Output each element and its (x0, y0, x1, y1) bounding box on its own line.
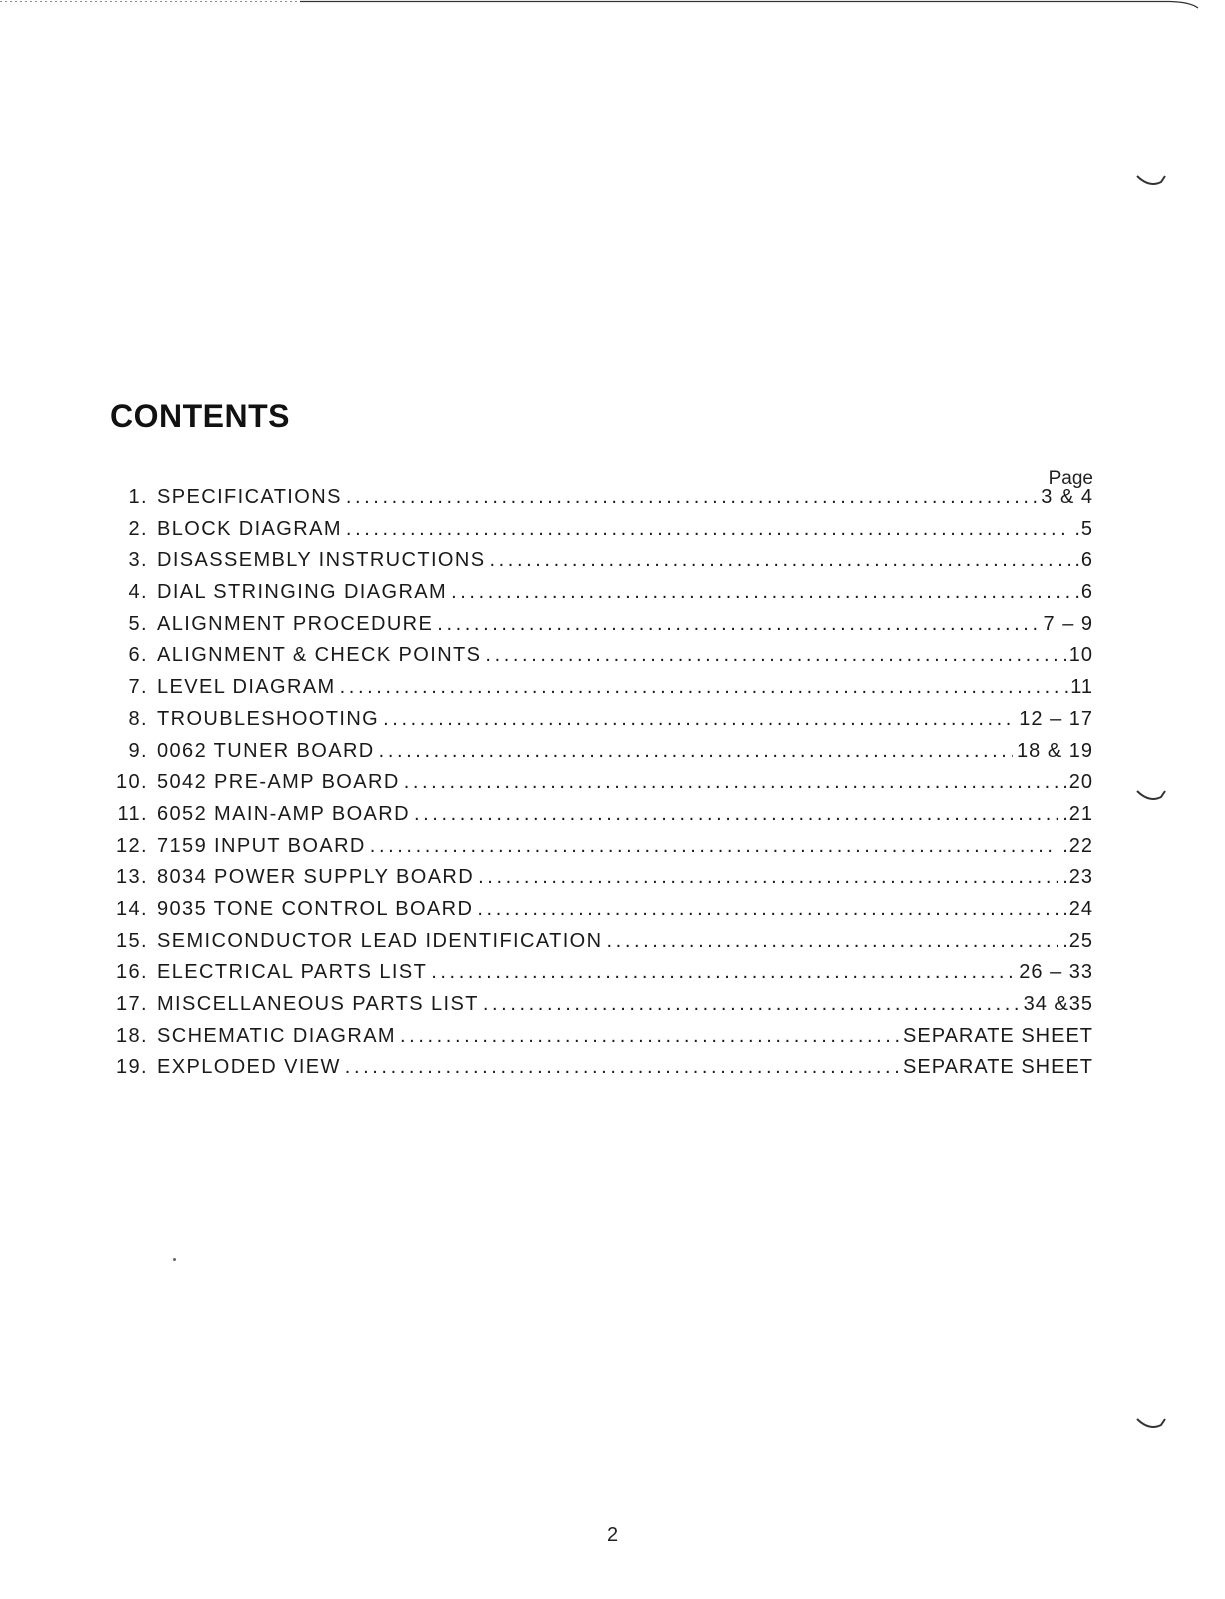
toc-dot-leader (451, 581, 1070, 604)
toc-dot-leader (379, 740, 1013, 763)
toc-entry (108, 1025, 1093, 1057)
toc-entry-page: 34 &35 (1023, 993, 1093, 1015)
toc-entry (108, 549, 1093, 581)
toc-dot-leader (437, 613, 1039, 636)
toc-entry (108, 961, 1093, 993)
toc-entry-page: SEPARATE SHEET (903, 1024, 1093, 1047)
toc-entry-number: 3. (128, 549, 148, 572)
toc-entry-title: DISASSEMBLY INSTRUCTIONS (157, 549, 486, 572)
toc-entry-title: TROUBLESHOOTING (157, 707, 380, 730)
toc-entry (108, 676, 1093, 708)
toc-entry-number: 13. (115, 866, 148, 889)
toc-entry (108, 803, 1093, 835)
toc-dot-leader (485, 644, 1058, 667)
toc-dot-leader (346, 518, 1070, 541)
toc-entry (108, 835, 1093, 867)
binder-hole-mark-icon (1135, 787, 1175, 807)
page-column-header: Page (1048, 468, 1093, 489)
toc-entry-number: 12. (115, 834, 148, 857)
toc-entry-number: 19. (115, 1056, 148, 1079)
table-of-contents (108, 486, 1093, 1088)
toc-dot-leader (483, 993, 1020, 1016)
toc-entry-number: 11. (117, 802, 148, 825)
toc-entry-title: ELECTRICAL PARTS LIST (157, 961, 428, 984)
toc-entry-number: 18. (115, 1024, 148, 1047)
toc-entry-page: .20 (1062, 771, 1093, 794)
toc-entry-title: 9035 TONE CONTROL BOARD (157, 897, 474, 920)
toc-entry-number: 15. (115, 929, 148, 952)
toc-entry-title: SCHEMATIC DIAGRAM (157, 1024, 396, 1047)
binder-hole-mark-icon (1135, 172, 1175, 192)
toc-entry-number: 7. (128, 676, 148, 699)
toc-entry-title: SEMICONDUCTOR LEAD IDENTIFICATION (157, 929, 603, 952)
toc-dot-leader (346, 486, 1037, 509)
toc-dot-leader (477, 898, 1058, 921)
toc-entry-page: .25 (1062, 929, 1093, 952)
toc-dot-leader (404, 771, 1058, 794)
toc-dot-leader (345, 1056, 899, 1079)
toc-entry-page: .11 (1063, 676, 1093, 699)
toc-entry-number: 17. (115, 993, 148, 1015)
toc-entry (108, 740, 1093, 772)
toc-entry-page: 7 – 9 (1043, 612, 1093, 635)
toc-dot-leader (607, 930, 1059, 953)
toc-entry-title: 5042 PRE-AMP BOARD (157, 771, 400, 794)
toc-entry (108, 866, 1093, 898)
page-title: CONTENTS (110, 398, 290, 434)
toc-entry-page: .10 (1062, 644, 1093, 667)
toc-entry-title: ALIGNMENT PROCEDURE (157, 612, 434, 635)
toc-entry-title: LEVEL DIAGRAM (157, 676, 336, 699)
toc-entry-page: .24 (1062, 897, 1093, 920)
scan-speck (173, 1258, 176, 1261)
toc-entry (108, 581, 1093, 613)
toc-entry-number: 9. (128, 739, 148, 762)
toc-entry-page: 18 & 19 (1017, 739, 1093, 762)
toc-entry (108, 898, 1093, 930)
toc-entry-title: 6052 MAIN-AMP BOARD (157, 802, 410, 825)
toc-entry-number: 16. (115, 961, 148, 984)
toc-entry-number: 10. (115, 771, 148, 794)
toc-entry (108, 708, 1093, 740)
toc-entry-page: .21 (1062, 802, 1093, 825)
toc-entry (108, 613, 1093, 645)
toc-dot-leader (431, 961, 1015, 984)
toc-entry (108, 486, 1093, 518)
toc-entry-number: 6. (128, 644, 148, 667)
toc-entry-page: 26 – 33 (1019, 961, 1093, 984)
toc-entry (108, 1056, 1093, 1088)
toc-entry-page: .22 (1062, 834, 1093, 857)
toc-entry-page: .6 (1074, 581, 1093, 604)
scan-edge-line (0, 0, 1225, 10)
toc-entry (108, 644, 1093, 676)
toc-entry-title: 0062 TUNER BOARD (157, 739, 375, 762)
toc-entry-number: 8. (128, 707, 148, 730)
toc-entry (108, 771, 1093, 803)
toc-entry (108, 518, 1093, 550)
toc-dot-leader (400, 1025, 899, 1048)
toc-entry-title: 7159 INPUT BOARD (157, 834, 366, 857)
toc-dot-leader (383, 708, 1015, 731)
toc-entry-title: SPECIFICATIONS (157, 486, 342, 508)
toc-entry-number: 4. (128, 581, 148, 604)
toc-entry-number: 5. (128, 612, 148, 635)
toc-entry (108, 930, 1093, 962)
toc-entry-number: 2. (128, 517, 148, 540)
toc-dot-leader (340, 676, 1060, 699)
page-number: 2 (606, 1524, 619, 1546)
toc-entry-page: 12 – 17 (1019, 707, 1093, 730)
toc-dot-leader (478, 866, 1058, 889)
toc-entry-page: .23 (1062, 866, 1093, 889)
binder-hole-mark-icon (1135, 1415, 1175, 1435)
toc-entry-title: ALIGNMENT & CHECK POINTS (157, 644, 482, 667)
toc-entry (108, 993, 1093, 1025)
toc-entry-title: BLOCK DIAGRAM (157, 517, 342, 540)
toc-entry-page: 3 & 4 (1041, 486, 1093, 508)
toc-entry-title: DIAL STRINGING DIAGRAM (157, 581, 448, 604)
toc-entry-page: SEPARATE SHEET (903, 1056, 1093, 1079)
toc-entry-title: MISCELLANEOUS PARTS LIST (157, 993, 479, 1015)
toc-entry-number: 14. (115, 897, 148, 920)
toc-entry-number: 1. (128, 486, 148, 508)
toc-entry-page: .5 (1074, 517, 1093, 540)
toc-dot-leader (414, 803, 1058, 826)
toc-entry-page: .6 (1074, 549, 1093, 572)
toc-entry-title: EXPLODED VIEW (157, 1056, 341, 1079)
toc-entry-title: 8034 POWER SUPPLY BOARD (157, 866, 475, 889)
toc-dot-leader (489, 549, 1070, 572)
toc-dot-leader (370, 835, 1058, 858)
